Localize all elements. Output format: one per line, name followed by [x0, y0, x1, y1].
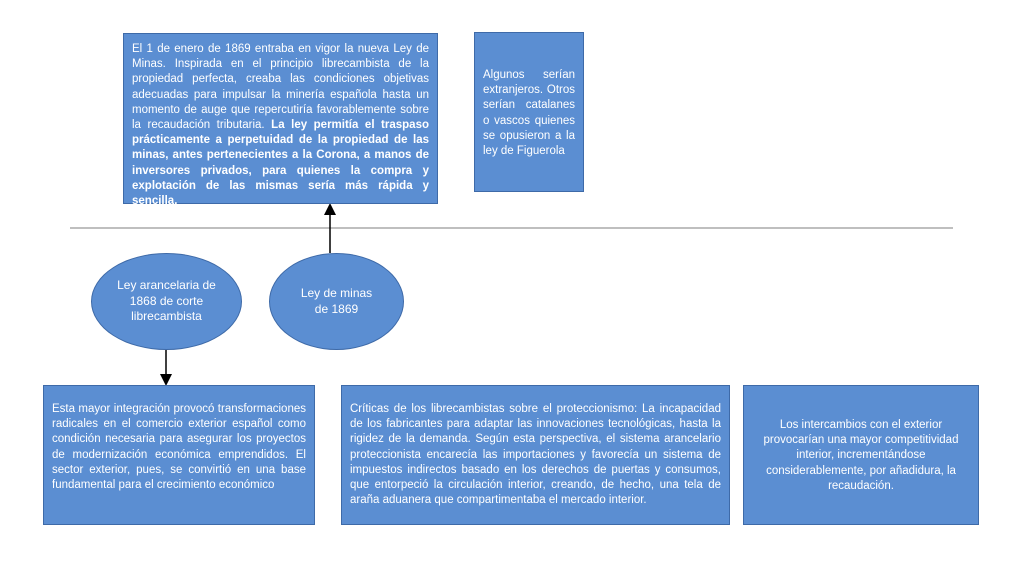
intercambios-box: [743, 385, 979, 525]
ley-arancelaria-oval: [91, 253, 242, 350]
ley-minas-detail-box: [123, 33, 438, 208]
criticas-box: [341, 385, 730, 525]
extranjeros-box: [474, 32, 584, 192]
ley-minas-label: Ley de minas de 1869: [300, 286, 373, 316]
criticas-text: Críticas de los librecambistas sobre el proteccionismo: La incapacidad de los fabricantes para adaptar las innovaciones tecnológicas, hasta la rigidez de la demanda. Según esta perspectiva, el sistema arancelario proteccionista encarecía las importaciones y favorecía un sistema de impuestos indirectos basado en los derechos de puertas y consumos, que entorpeció la circulación interior, creando, de hecho, una tela de araña aduanera que compartimentaba el mercado interior.: [350, 403, 721, 507]
extranjeros-text: Algunos serían extranjeros. Otros serían catalanes o vascos quienes se opusieron a la ley de Figuerola: [483, 69, 575, 158]
ley-minas-detail-bold-text: La ley permitía el traspaso prácticamente a perpetuidad de la propiedad de las minas, antes pertenecientes a la Corona, a manos de inversores privados, para quienes la compra y explotación de las mismas sería más rápida y sencilla.: [132, 119, 429, 208]
integracion-box: [43, 385, 315, 525]
ley-arancelaria-label: Ley arancelaria de 1868 de corte librecambista: [117, 278, 216, 324]
intercambios-text: Los intercambios con el exterior provocarían una mayor competitividad interior, incrementándose considerablemente, por añadidura, la recaudación.: [763, 419, 959, 492]
integracion-text: Esta mayor integración provocó transformaciones radicales en el comercio exterior español como condición necesaria para asegurar los proyectos de modernización económica emprendidos. El sector exterior, pues, se convirtió en una base fundamental para el crecimiento económico: [52, 403, 306, 492]
ley-minas-oval: [269, 253, 404, 350]
ley-minas-detail-text: El 1 de enero de 1869 entraba en vigor la nueva Ley de Minas. Inspirada en el principio librecambista de la propiedad perfecta, creaba las condiciones objetivas adecuadas para impulsar la minería española hasta un momento de auge que repercutiría favorablemente sobre la recaudación tributaria.: [132, 43, 429, 132]
